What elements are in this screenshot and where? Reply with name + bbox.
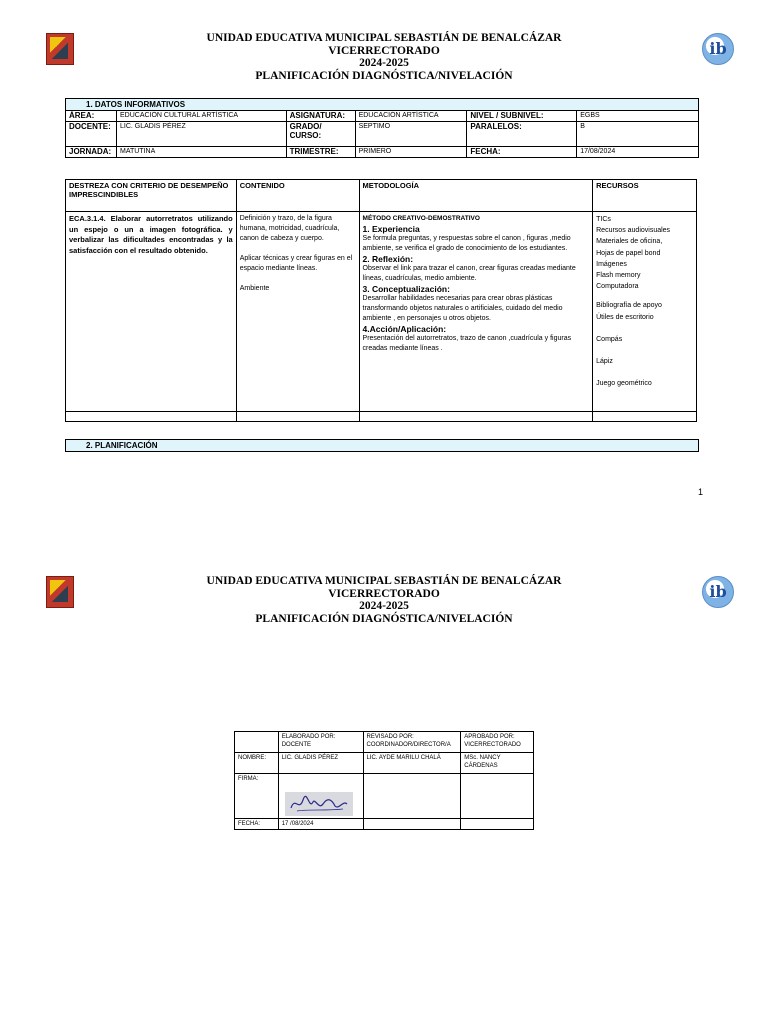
step-text: Observar el link para trazar el canon, crear figuras creadas mediante líneas, cuadrículas, medio ambiente. xyxy=(362,265,576,282)
page-number: 1 xyxy=(698,487,704,497)
recurso-item: Útiles de escritorio xyxy=(596,313,654,321)
header-metodologia: METODOLOGÍA xyxy=(359,180,593,212)
recurso-item: Recursos audiovisuales xyxy=(596,227,671,235)
section-datos-informativos-title: 1. DATOS INFORMATIVOS xyxy=(65,98,699,111)
nivel-value: EGBS xyxy=(577,111,699,122)
empty-cell xyxy=(461,819,534,830)
destreza-cell: ECA.3.1.4. Elaborar autorretratos utilizando un espejo o un a imagen fotográfica. y verbalizar las dificultades encontradas y la satisfacción con el resultado obtenido. xyxy=(66,212,237,412)
jornada-value: MATUTINA xyxy=(116,147,286,158)
trimestre-label: TRIMESTRE: xyxy=(286,147,355,158)
ib-logo-icon: ib xyxy=(702,576,734,608)
paralelos-label: PARALELOS: xyxy=(467,122,577,147)
header-department: VICERRECTORADO xyxy=(328,587,440,600)
header-school-name: UNIDAD EDUCATIVA MUNICIPAL SEBASTIÁN DE BENALCÁZAR xyxy=(206,32,562,44)
docente-label: DOCENTE: xyxy=(66,122,117,147)
recursos-cell xyxy=(593,212,697,412)
table-row xyxy=(66,111,699,122)
empty-cell xyxy=(359,412,593,422)
recurso-item: TICs xyxy=(596,216,611,223)
planning-table xyxy=(65,179,697,422)
recurso-item: Juego geométrico xyxy=(596,380,652,388)
area-label: ÁREA: xyxy=(66,111,117,122)
header-period: 2024-2025 xyxy=(359,600,409,612)
contenido-cell xyxy=(236,212,359,412)
asignatura-value: EDUCACIÓN ARTÍSTICA xyxy=(355,111,467,122)
table-row xyxy=(66,122,699,147)
nombre-aprobador: MSc. NANCY CÁRDENAS xyxy=(461,753,534,774)
step-text: Se formula preguntas, y respuestas sobre el canon , figuras ,medio ambiente, se verifica el grado de conocimiento de los estudiantes. xyxy=(362,235,571,252)
trimestre-value: PRIMERO xyxy=(355,147,467,158)
firma-docente-cell xyxy=(278,774,363,819)
empty-cell xyxy=(593,412,697,422)
metodologia-cell xyxy=(359,212,593,412)
nivel-label: NIVEL / SUBNIVEL: xyxy=(467,111,577,122)
step-text: Presentación del autorretratos, trazo de canon ,cuadrícula y figuras creadas mediante líneas . xyxy=(362,335,572,352)
empty-cell xyxy=(363,819,461,830)
signature-table xyxy=(234,731,534,830)
table-row xyxy=(66,147,699,158)
header-contenido: CONTENIDO xyxy=(236,180,359,212)
section-planificacion-title: 2. PLANIFICACIÓN xyxy=(65,439,699,452)
recurso-item: Hojas de papel bond xyxy=(596,249,661,257)
fecha-label: FECHA: xyxy=(467,147,577,158)
step-title: 2. Reflexión: xyxy=(362,254,414,264)
fecha-value: 17 /08/2024 xyxy=(278,819,363,830)
contenido-item: Definición y trazo, de la figura humana, motricidad, cuadrícula, canon de cabeza y cuerpo. xyxy=(239,215,340,242)
table-row xyxy=(235,819,534,830)
table-row xyxy=(66,212,697,412)
firma-revisor-cell xyxy=(363,774,461,819)
nombre-label: NOMBRE: xyxy=(235,753,279,774)
step-title: 3. Conceptualización: xyxy=(362,284,450,294)
step-text: Desarrollar habilidades necesarias para crear obras plásticas transformando objetos naturales o artificiales, cuidado del medio ambiente , en personajes u otros objetos. xyxy=(362,295,563,322)
contenido-item: Ambiente xyxy=(239,285,270,292)
table-row xyxy=(235,753,534,774)
datos-informativos-table xyxy=(65,110,699,158)
header-period: 2024-2025 xyxy=(359,57,409,69)
area-value: EDUCACIÓN CULTURAL ARTÍSTICA xyxy=(116,111,286,122)
recurso-item: Bibliografía de apoyo xyxy=(596,302,662,310)
header-doc-title: PLANIFICACIÓN DIAGNÓSTICA/NIVELACIÓN xyxy=(255,612,513,625)
recurso-item: Imágenes xyxy=(596,260,627,268)
header-recursos: RECURSOS xyxy=(593,180,697,212)
grado-value: SEPTIMO xyxy=(355,122,467,147)
method-title: MÉTODO CREATIVO-DEMOSTRATIVO xyxy=(362,215,480,222)
table-row xyxy=(235,732,534,753)
empty-cell xyxy=(235,732,279,753)
ib-logo-icon: ib xyxy=(702,33,734,65)
grado-label: GRADO/ CURSO: xyxy=(286,122,355,147)
page-header xyxy=(0,32,768,82)
recurso-item: Flash memory xyxy=(596,272,641,280)
page-header xyxy=(0,575,768,625)
asignatura-label: ASIGNATURA: xyxy=(286,111,355,122)
empty-cell xyxy=(236,412,359,422)
signature-image xyxy=(285,792,353,816)
header-destreza: DESTREZA CON CRITERIO DE DESEMPEÑO IMPRESCINDIBLES xyxy=(66,180,237,212)
header-doc-title: PLANIFICACIÓN DIAGNÓSTICA/NIVELACIÓN xyxy=(255,69,513,82)
firma-label: FIRMA: xyxy=(235,774,279,819)
contenido-item: Aplicar técnicas y crear figuras en el espacio mediante líneas. xyxy=(239,255,353,272)
nombre-docente: LIC. GLADIS PÉREZ xyxy=(278,753,363,774)
header-school-name: UNIDAD EDUCATIVA MUNICIPAL SEBASTIÁN DE BENALCÁZAR xyxy=(206,575,562,587)
paralelos-value: B xyxy=(577,122,699,147)
recurso-item: Computadora xyxy=(596,283,639,291)
header-department: VICERRECTORADO xyxy=(328,44,440,57)
recurso-item: Lápiz xyxy=(596,358,613,366)
fecha-label: FECHA: xyxy=(235,819,279,830)
fecha-value: 17/08/2024 xyxy=(577,147,699,158)
elaborado-header: ELABORADO POR: DOCENTE xyxy=(278,732,363,753)
step-title: 4.Acción/Aplicación: xyxy=(362,324,447,334)
aprobado-header: APROBADO POR: VICERRECTORADO xyxy=(461,732,534,753)
recurso-item: Compás xyxy=(596,335,623,343)
table-row xyxy=(66,180,697,212)
nombre-revisor: LIC. AYDE MARILU CHALÁ xyxy=(363,753,461,774)
table-row xyxy=(235,774,534,819)
docente-value: LIC. GLADIS PÉREZ xyxy=(116,122,286,147)
recurso-item: Materiales de oficina, xyxy=(596,238,663,246)
jornada-label: JORNADA: xyxy=(66,147,117,158)
firma-aprobador-cell xyxy=(461,774,534,819)
revisado-header: REVISADO POR: COORDINADOR/DIRECTOR/A xyxy=(363,732,461,753)
table-row xyxy=(66,412,697,422)
empty-cell xyxy=(66,412,237,422)
step-title: 1. Experiencia xyxy=(362,224,420,234)
